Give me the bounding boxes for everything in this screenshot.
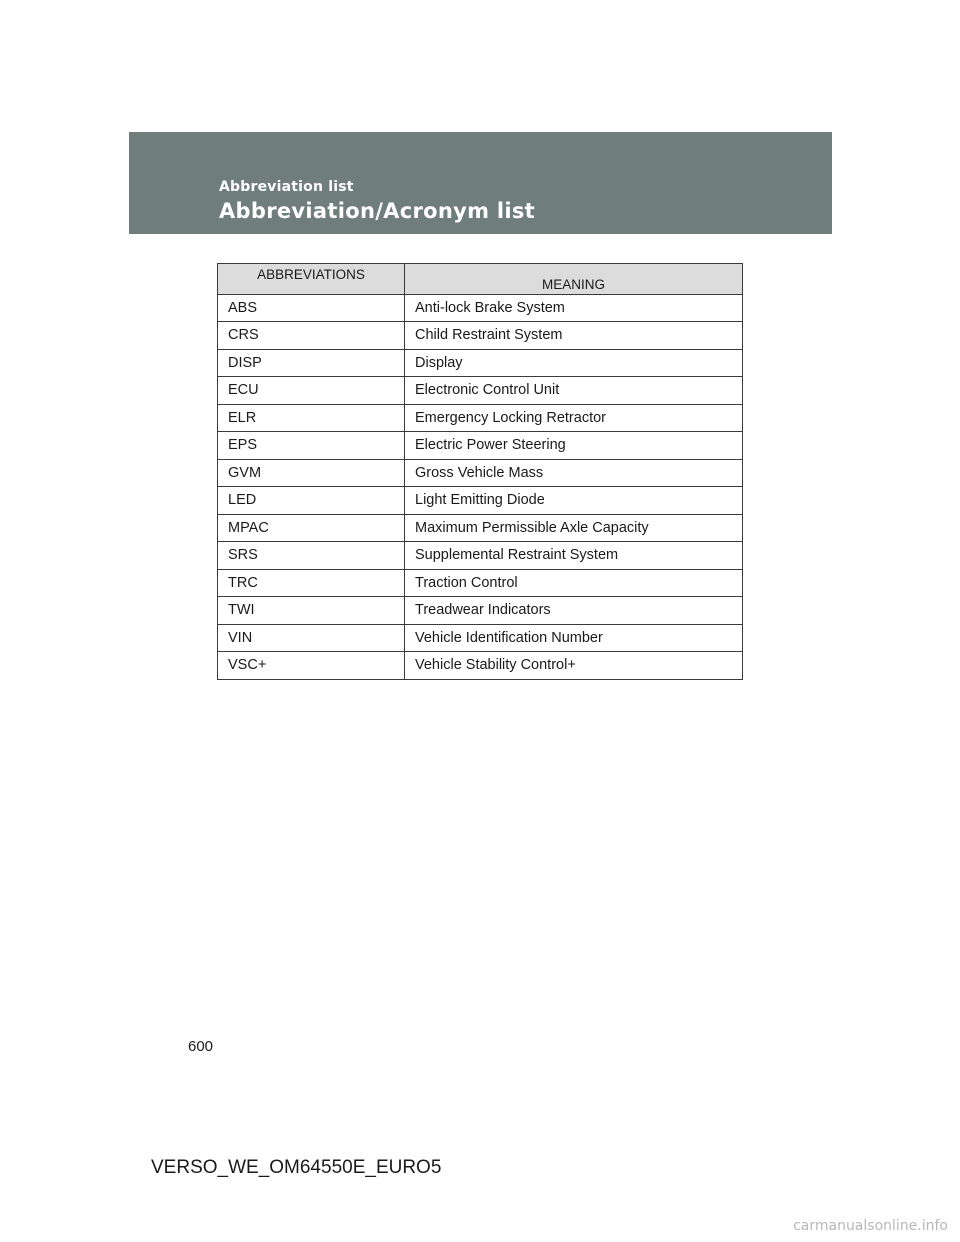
table-row <box>218 569 743 597</box>
meaning-cell: Gross Vehicle Mass <box>405 459 743 487</box>
meaning-cell: Traction Control <box>405 569 743 597</box>
abbreviation-cell: ECU <box>218 377 405 405</box>
abbreviation-cell: MPAC <box>218 514 405 542</box>
meaning-cell: Vehicle Identification Number <box>405 624 743 652</box>
abbreviation-cell: VIN <box>218 624 405 652</box>
table-body <box>218 294 743 679</box>
header-band <box>129 132 832 234</box>
meaning-cell: Vehicle Stability Control+ <box>405 652 743 680</box>
table-row <box>218 432 743 460</box>
table-row <box>218 542 743 570</box>
meaning-cell: Electronic Control Unit <box>405 377 743 405</box>
table-row <box>218 487 743 515</box>
table-row <box>218 652 743 680</box>
abbreviation-cell: ABS <box>218 294 405 322</box>
page-number: 600 <box>188 1038 214 1055</box>
meaning-cell: Child Restraint System <box>405 322 743 350</box>
table-row <box>218 404 743 432</box>
table-row <box>218 624 743 652</box>
table-header-row <box>218 264 743 295</box>
meaning-cell: Light Emitting Diode <box>405 487 743 515</box>
table-row <box>218 597 743 625</box>
document-code: VERSO_WE_OM64550E_EURO5 <box>151 1157 442 1178</box>
table-row <box>218 294 743 322</box>
abbreviation-cell: TWI <box>218 597 405 625</box>
abbreviation-cell: CRS <box>218 322 405 350</box>
watermark: carmanualsonline.info <box>793 1218 948 1234</box>
abbreviation-cell: EPS <box>218 432 405 460</box>
meaning-cell: Electric Power Steering <box>405 432 743 460</box>
abbreviation-table <box>217 263 743 680</box>
meaning-cell: Treadwear Indicators <box>405 597 743 625</box>
table-row <box>218 322 743 350</box>
table-row <box>218 349 743 377</box>
abbreviation-cell: TRC <box>218 569 405 597</box>
table-row <box>218 459 743 487</box>
meaning-cell: Anti-lock Brake System <box>405 294 743 322</box>
meaning-cell: Supplemental Restraint System <box>405 542 743 570</box>
abbreviation-cell: LED <box>218 487 405 515</box>
meaning-cell: Display <box>405 349 743 377</box>
meaning-cell: Emergency Locking Retractor <box>405 404 743 432</box>
abbreviation-cell: GVM <box>218 459 405 487</box>
page-title: Abbreviation/Acronym list <box>219 199 536 223</box>
section-label: Abbreviation list <box>219 179 354 195</box>
abbreviation-cell: SRS <box>218 542 405 570</box>
table-row <box>218 514 743 542</box>
abbreviation-cell: DISP <box>218 349 405 377</box>
column-header-meaning: MEANING <box>405 264 743 295</box>
table-row <box>218 377 743 405</box>
abbreviation-cell: VSC+ <box>218 652 405 680</box>
meaning-cell: Maximum Permissible Axle Capacity <box>405 514 743 542</box>
abbreviation-cell: ELR <box>218 404 405 432</box>
column-header-abbreviations: ABBREVIATIONS <box>218 264 405 295</box>
